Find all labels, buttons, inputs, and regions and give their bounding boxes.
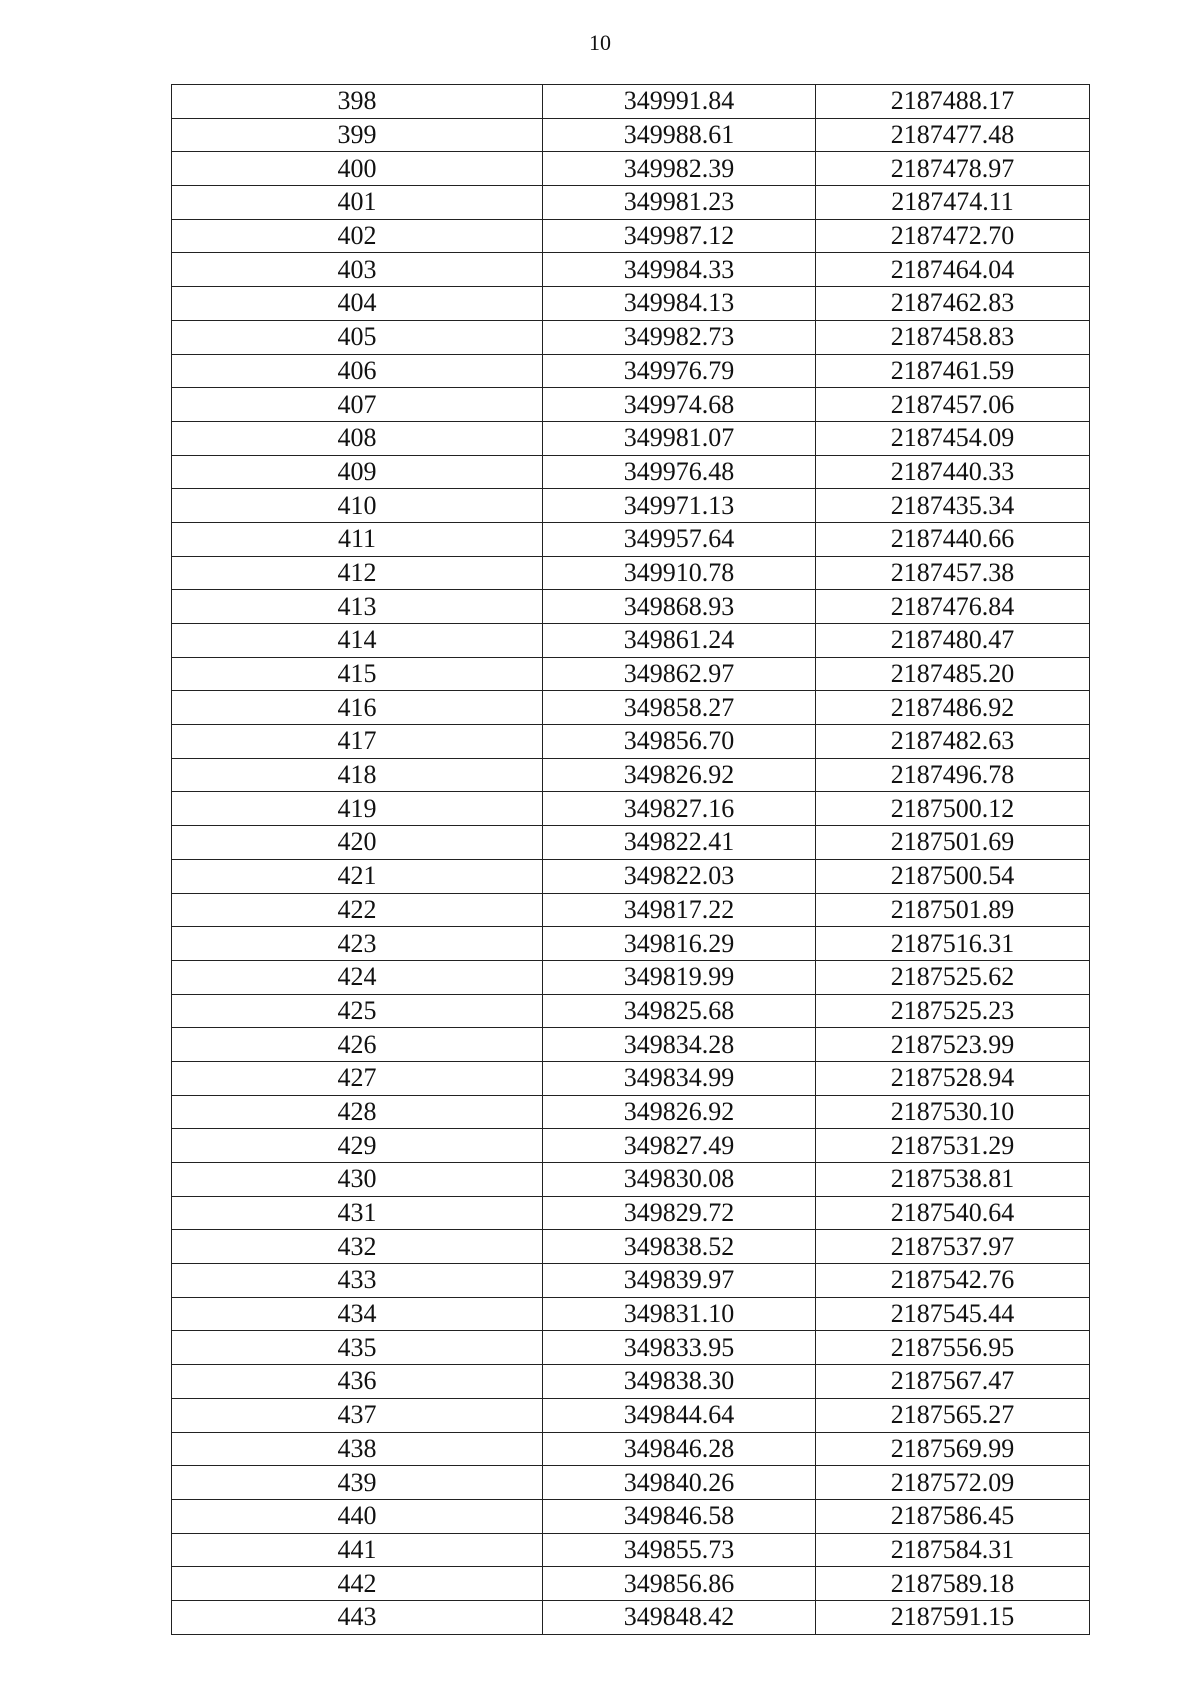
point-number-cell: 419 — [172, 792, 543, 826]
point-number-cell: 439 — [172, 1466, 543, 1500]
x-coordinate-cell: 349868.93 — [543, 590, 816, 624]
point-number-cell: 441 — [172, 1533, 543, 1567]
y-coordinate-cell: 2187572.09 — [816, 1466, 1090, 1500]
point-number-cell: 415 — [172, 657, 543, 691]
point-number-cell: 433 — [172, 1264, 543, 1298]
table-row — [172, 826, 1090, 860]
y-coordinate-cell: 2187501.89 — [816, 893, 1090, 927]
y-coordinate-cell: 2187488.17 — [816, 85, 1090, 119]
table-row — [172, 1600, 1090, 1634]
page-number: 10 — [589, 30, 611, 55]
table-row — [172, 219, 1090, 253]
table-row — [172, 1163, 1090, 1197]
table-row — [172, 118, 1090, 152]
point-number-cell: 408 — [172, 421, 543, 455]
x-coordinate-cell: 349816.29 — [543, 927, 816, 961]
y-coordinate-cell: 2187496.78 — [816, 758, 1090, 792]
point-number-cell: 422 — [172, 893, 543, 927]
y-coordinate-cell: 2187461.59 — [816, 354, 1090, 388]
y-coordinate-cell: 2187589.18 — [816, 1567, 1090, 1601]
y-coordinate-cell: 2187591.15 — [816, 1600, 1090, 1634]
table-row — [172, 1365, 1090, 1399]
y-coordinate-cell: 2187478.97 — [816, 152, 1090, 186]
x-coordinate-cell: 349830.08 — [543, 1163, 816, 1197]
table-row — [172, 1331, 1090, 1365]
point-number-cell: 426 — [172, 1028, 543, 1062]
point-number-cell: 424 — [172, 960, 543, 994]
y-coordinate-cell: 2187569.99 — [816, 1432, 1090, 1466]
table-row — [172, 624, 1090, 658]
y-coordinate-cell: 2187457.06 — [816, 388, 1090, 422]
y-coordinate-cell: 2187586.45 — [816, 1499, 1090, 1533]
x-coordinate-cell: 349817.22 — [543, 893, 816, 927]
point-number-cell: 423 — [172, 927, 543, 961]
y-coordinate-cell: 2187525.23 — [816, 994, 1090, 1028]
point-number-cell: 438 — [172, 1432, 543, 1466]
x-coordinate-cell: 349822.41 — [543, 826, 816, 860]
point-number-cell: 427 — [172, 1061, 543, 1095]
table-row — [172, 489, 1090, 523]
x-coordinate-cell: 349819.99 — [543, 960, 816, 994]
table-row — [172, 1533, 1090, 1567]
point-number-cell: 432 — [172, 1230, 543, 1264]
y-coordinate-cell: 2187462.83 — [816, 287, 1090, 321]
x-coordinate-cell: 349981.23 — [543, 186, 816, 220]
y-coordinate-cell: 2187528.94 — [816, 1061, 1090, 1095]
x-coordinate-cell: 349827.49 — [543, 1129, 816, 1163]
y-coordinate-cell: 2187440.33 — [816, 455, 1090, 489]
x-coordinate-cell: 349957.64 — [543, 522, 816, 556]
x-coordinate-cell: 349910.78 — [543, 556, 816, 590]
x-coordinate-cell: 349846.58 — [543, 1499, 816, 1533]
point-number-cell: 434 — [172, 1297, 543, 1331]
y-coordinate-cell: 2187542.76 — [816, 1264, 1090, 1298]
point-number-cell: 418 — [172, 758, 543, 792]
x-coordinate-cell: 349834.99 — [543, 1061, 816, 1095]
y-coordinate-cell: 2187531.29 — [816, 1129, 1090, 1163]
point-number-cell: 406 — [172, 354, 543, 388]
x-coordinate-cell: 349981.07 — [543, 421, 816, 455]
table-row — [172, 1028, 1090, 1062]
y-coordinate-cell: 2187584.31 — [816, 1533, 1090, 1567]
point-number-cell: 417 — [172, 725, 543, 759]
y-coordinate-cell: 2187537.97 — [816, 1230, 1090, 1264]
y-coordinate-cell: 2187538.81 — [816, 1163, 1090, 1197]
y-coordinate-cell: 2187500.12 — [816, 792, 1090, 826]
table-row — [172, 725, 1090, 759]
point-number-cell: 412 — [172, 556, 543, 590]
table-row — [172, 1230, 1090, 1264]
y-coordinate-cell: 2187565.27 — [816, 1398, 1090, 1432]
y-coordinate-cell: 2187480.47 — [816, 624, 1090, 658]
table-row — [172, 994, 1090, 1028]
point-number-cell: 443 — [172, 1600, 543, 1634]
point-number-cell: 405 — [172, 320, 543, 354]
point-number-cell: 429 — [172, 1129, 543, 1163]
table-row — [172, 152, 1090, 186]
x-coordinate-cell: 349838.52 — [543, 1230, 816, 1264]
y-coordinate-cell: 2187435.34 — [816, 489, 1090, 523]
point-number-cell: 413 — [172, 590, 543, 624]
table-row — [172, 85, 1090, 119]
point-number-cell: 401 — [172, 186, 543, 220]
point-number-cell: 435 — [172, 1331, 543, 1365]
x-coordinate-cell: 349991.84 — [543, 85, 816, 119]
x-coordinate-cell: 349862.97 — [543, 657, 816, 691]
x-coordinate-cell: 349834.28 — [543, 1028, 816, 1062]
table-row — [172, 1061, 1090, 1095]
table-row — [172, 186, 1090, 220]
point-number-cell: 407 — [172, 388, 543, 422]
point-number-cell: 442 — [172, 1567, 543, 1601]
y-coordinate-cell: 2187476.84 — [816, 590, 1090, 624]
x-coordinate-cell: 349971.13 — [543, 489, 816, 523]
point-number-cell: 398 — [172, 85, 543, 119]
x-coordinate-cell: 349855.73 — [543, 1533, 816, 1567]
point-number-cell: 414 — [172, 624, 543, 658]
table-row — [172, 1196, 1090, 1230]
coordinates-table-body — [172, 85, 1090, 1635]
y-coordinate-cell: 2187457.38 — [816, 556, 1090, 590]
table-row — [172, 792, 1090, 826]
x-coordinate-cell: 349840.26 — [543, 1466, 816, 1500]
table-row — [172, 691, 1090, 725]
table-row — [172, 253, 1090, 287]
point-number-cell: 404 — [172, 287, 543, 321]
x-coordinate-cell: 349825.68 — [543, 994, 816, 1028]
y-coordinate-cell: 2187545.44 — [816, 1297, 1090, 1331]
table-row — [172, 893, 1090, 927]
x-coordinate-cell: 349846.28 — [543, 1432, 816, 1466]
x-coordinate-cell: 349988.61 — [543, 118, 816, 152]
point-number-cell: 440 — [172, 1499, 543, 1533]
table-row — [172, 1129, 1090, 1163]
x-coordinate-cell: 349838.30 — [543, 1365, 816, 1399]
x-coordinate-cell: 349856.86 — [543, 1567, 816, 1601]
table-row — [172, 1297, 1090, 1331]
y-coordinate-cell: 2187472.70 — [816, 219, 1090, 253]
table-row — [172, 1264, 1090, 1298]
table-row — [172, 758, 1090, 792]
table-row — [172, 455, 1090, 489]
table-row — [172, 1567, 1090, 1601]
table-row — [172, 960, 1090, 994]
coordinates-table — [171, 84, 1090, 1635]
x-coordinate-cell: 349982.39 — [543, 152, 816, 186]
x-coordinate-cell: 349982.73 — [543, 320, 816, 354]
x-coordinate-cell: 349829.72 — [543, 1196, 816, 1230]
y-coordinate-cell: 2187485.20 — [816, 657, 1090, 691]
y-coordinate-cell: 2187530.10 — [816, 1095, 1090, 1129]
y-coordinate-cell: 2187525.62 — [816, 960, 1090, 994]
y-coordinate-cell: 2187486.92 — [816, 691, 1090, 725]
table-row — [172, 859, 1090, 893]
point-number-cell: 409 — [172, 455, 543, 489]
y-coordinate-cell: 2187440.66 — [816, 522, 1090, 556]
x-coordinate-cell: 349858.27 — [543, 691, 816, 725]
table-row — [172, 590, 1090, 624]
point-number-cell: 425 — [172, 994, 543, 1028]
x-coordinate-cell: 349984.33 — [543, 253, 816, 287]
y-coordinate-cell: 2187500.54 — [816, 859, 1090, 893]
table-row — [172, 927, 1090, 961]
y-coordinate-cell: 2187477.48 — [816, 118, 1090, 152]
table-row — [172, 1499, 1090, 1533]
point-number-cell: 437 — [172, 1398, 543, 1432]
x-coordinate-cell: 349822.03 — [543, 859, 816, 893]
x-coordinate-cell: 349987.12 — [543, 219, 816, 253]
y-coordinate-cell: 2187556.95 — [816, 1331, 1090, 1365]
point-number-cell: 399 — [172, 118, 543, 152]
y-coordinate-cell: 2187523.99 — [816, 1028, 1090, 1062]
point-number-cell: 410 — [172, 489, 543, 523]
table-row — [172, 421, 1090, 455]
table-row — [172, 354, 1090, 388]
x-coordinate-cell: 349827.16 — [543, 792, 816, 826]
y-coordinate-cell: 2187458.83 — [816, 320, 1090, 354]
point-number-cell: 402 — [172, 219, 543, 253]
x-coordinate-cell: 349844.64 — [543, 1398, 816, 1432]
x-coordinate-cell: 349826.92 — [543, 758, 816, 792]
x-coordinate-cell: 349831.10 — [543, 1297, 816, 1331]
y-coordinate-cell: 2187501.69 — [816, 826, 1090, 860]
point-number-cell: 436 — [172, 1365, 543, 1399]
table-row — [172, 1398, 1090, 1432]
table-row — [172, 1095, 1090, 1129]
table-row — [172, 320, 1090, 354]
table-row — [172, 657, 1090, 691]
point-number-cell: 430 — [172, 1163, 543, 1197]
point-number-cell: 420 — [172, 826, 543, 860]
point-number-cell: 400 — [172, 152, 543, 186]
table-row — [172, 1432, 1090, 1466]
x-coordinate-cell: 349976.48 — [543, 455, 816, 489]
point-number-cell: 416 — [172, 691, 543, 725]
point-number-cell: 421 — [172, 859, 543, 893]
y-coordinate-cell: 2187474.11 — [816, 186, 1090, 220]
x-coordinate-cell: 349826.92 — [543, 1095, 816, 1129]
y-coordinate-cell: 2187516.31 — [816, 927, 1090, 961]
table-row — [172, 1466, 1090, 1500]
x-coordinate-cell: 349833.95 — [543, 1331, 816, 1365]
y-coordinate-cell: 2187540.64 — [816, 1196, 1090, 1230]
x-coordinate-cell: 349856.70 — [543, 725, 816, 759]
x-coordinate-cell: 349861.24 — [543, 624, 816, 658]
x-coordinate-cell: 349976.79 — [543, 354, 816, 388]
point-number-cell: 403 — [172, 253, 543, 287]
x-coordinate-cell: 349839.97 — [543, 1264, 816, 1298]
y-coordinate-cell: 2187464.04 — [816, 253, 1090, 287]
table-row — [172, 388, 1090, 422]
x-coordinate-cell: 349974.68 — [543, 388, 816, 422]
point-number-cell: 428 — [172, 1095, 543, 1129]
table-row — [172, 522, 1090, 556]
point-number-cell: 431 — [172, 1196, 543, 1230]
y-coordinate-cell: 2187482.63 — [816, 725, 1090, 759]
x-coordinate-cell: 349984.13 — [543, 287, 816, 321]
y-coordinate-cell: 2187567.47 — [816, 1365, 1090, 1399]
y-coordinate-cell: 2187454.09 — [816, 421, 1090, 455]
x-coordinate-cell: 349848.42 — [543, 1600, 816, 1634]
point-number-cell: 411 — [172, 522, 543, 556]
table-row — [172, 556, 1090, 590]
table-row — [172, 287, 1090, 321]
